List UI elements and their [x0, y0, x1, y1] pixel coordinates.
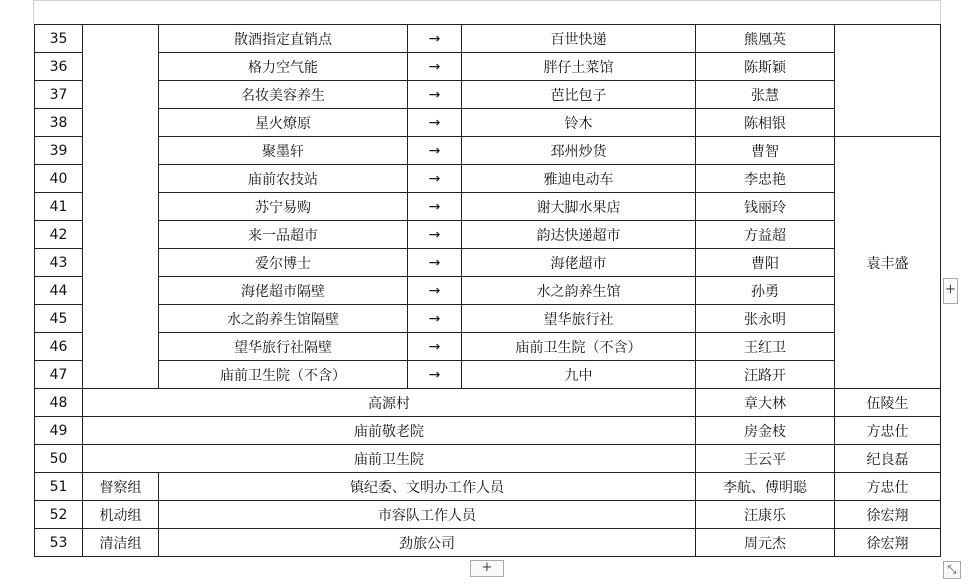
- leader-cell: 徐宏翔: [835, 529, 941, 557]
- to-location-cell: 百世快递: [462, 25, 696, 53]
- person-cell: 曹阳: [696, 249, 835, 277]
- add-row-button[interactable]: +: [470, 560, 504, 577]
- arrow-icon: →: [408, 193, 462, 221]
- table-row: [35, 417, 941, 445]
- leader-cell: 纪良磊: [835, 445, 941, 473]
- row-number-cell: 53: [35, 529, 83, 557]
- arrow-icon: →: [408, 305, 462, 333]
- leader-cell: 方忠仕: [835, 473, 941, 501]
- from-location-cell: 来一品超市: [159, 221, 408, 249]
- row-number-cell: 52: [35, 501, 83, 529]
- arrow-icon: →: [408, 221, 462, 249]
- row-number-cell: 49: [35, 417, 83, 445]
- from-location-cell: 格力空气能: [159, 53, 408, 81]
- to-location-cell: 庙前卫生院（不含）: [462, 333, 696, 361]
- person-cell: 汪路开: [696, 361, 835, 389]
- row-number-cell: 36: [35, 53, 83, 81]
- to-location-cell: 九中: [462, 361, 696, 389]
- person-cell: 章大林: [696, 389, 835, 417]
- person-cell: 孙勇: [696, 277, 835, 305]
- table-row: [35, 361, 941, 389]
- person-cell: 陈相银: [696, 109, 835, 137]
- to-location-cell: 谢大脚水果店: [462, 193, 696, 221]
- row-number-cell: 39: [35, 137, 83, 165]
- row-number-cell: 48: [35, 389, 83, 417]
- table-row: [35, 473, 941, 501]
- person-cell: 曹智: [696, 137, 835, 165]
- from-location-cell: 水之韵养生馆隔壁: [159, 305, 408, 333]
- table-resize-handle[interactable]: ⤡: [943, 561, 961, 579]
- detail-cell: 镇纪委、文明办工作人员: [159, 473, 696, 501]
- page-top-border: [34, 0, 941, 1]
- arrow-icon: →: [408, 137, 462, 165]
- row-number-cell: 44: [35, 277, 83, 305]
- location-cell: 庙前敬老院: [83, 417, 696, 445]
- to-location-cell: 海佬超市: [462, 249, 696, 277]
- to-location-cell: 望华旅行社: [462, 305, 696, 333]
- table-row: [35, 249, 941, 277]
- row-number-cell: 40: [35, 165, 83, 193]
- arrow-icon: →: [408, 53, 462, 81]
- row-number-cell: 47: [35, 361, 83, 389]
- table-row: [35, 305, 941, 333]
- table-row: [35, 389, 941, 417]
- leader-cell: 方忠仕: [835, 417, 941, 445]
- to-location-cell: 韵达快递超市: [462, 221, 696, 249]
- group-cell: 清洁组: [83, 529, 159, 557]
- from-location-cell: 庙前农技站: [159, 165, 408, 193]
- arrow-icon: →: [408, 361, 462, 389]
- table-row: [35, 221, 941, 249]
- group-cell: 机动组: [83, 501, 159, 529]
- detail-cell: 劲旅公司: [159, 529, 696, 557]
- from-location-cell: 散酒指定直销点: [159, 25, 408, 53]
- row-number-cell: 43: [35, 249, 83, 277]
- row-number-cell: 45: [35, 305, 83, 333]
- row-number-cell: 46: [35, 333, 83, 361]
- from-location-cell: 聚墨轩: [159, 137, 408, 165]
- arrow-icon: →: [408, 109, 462, 137]
- margin-guide-right: [940, 0, 941, 24]
- from-location-cell: 名妆美容养生: [159, 81, 408, 109]
- arrow-icon: →: [408, 277, 462, 305]
- row-number-cell: 35: [35, 25, 83, 53]
- person-cell: 王红卫: [696, 333, 835, 361]
- to-location-cell: 水之韵养生馆: [462, 277, 696, 305]
- to-location-cell: 雅迪电动车: [462, 165, 696, 193]
- table-row: [35, 445, 941, 473]
- arrow-icon: →: [408, 249, 462, 277]
- row-number-cell: 38: [35, 109, 83, 137]
- person-cell: 熊凰英: [696, 25, 835, 53]
- leader-cell-empty: [835, 25, 941, 137]
- arrow-icon: →: [408, 165, 462, 193]
- from-location-cell: 庙前卫生院（不含）: [159, 361, 408, 389]
- table-row: [35, 333, 941, 361]
- person-cell: 汪康乐: [696, 501, 835, 529]
- person-cell: 张永明: [696, 305, 835, 333]
- arrow-icon: →: [408, 25, 462, 53]
- leader-cell: 袁丰盛: [835, 137, 941, 389]
- row-number-cell: 51: [35, 473, 83, 501]
- arrow-icon: →: [408, 81, 462, 109]
- person-cell: 张慧: [696, 81, 835, 109]
- arrow-icon: →: [408, 333, 462, 361]
- row-number-cell: 50: [35, 445, 83, 473]
- from-location-cell: 海佬超市隔壁: [159, 277, 408, 305]
- person-cell: 陈斯颖: [696, 53, 835, 81]
- from-location-cell: 望华旅行社隔壁: [159, 333, 408, 361]
- from-location-cell: 苏宁易购: [159, 193, 408, 221]
- location-cell: 庙前卫生院: [83, 445, 696, 473]
- row-number-cell: 42: [35, 221, 83, 249]
- person-cell: 李忠艳: [696, 165, 835, 193]
- table-row: [35, 53, 941, 81]
- to-location-cell: 芭比包子: [462, 81, 696, 109]
- table-row: [35, 137, 941, 165]
- person-cell: 李航、傅明聪: [696, 473, 835, 501]
- from-location-cell: 爱尔博士: [159, 249, 408, 277]
- table-row: [35, 109, 941, 137]
- table-row: [35, 81, 941, 109]
- to-location-cell: 铃木: [462, 109, 696, 137]
- person-cell: 周元杰: [696, 529, 835, 557]
- table-row: [35, 529, 941, 557]
- row-number-cell: 41: [35, 193, 83, 221]
- row-number-cell: 37: [35, 81, 83, 109]
- person-cell: 王云平: [696, 445, 835, 473]
- table-row: [35, 25, 941, 53]
- table-row: [35, 277, 941, 305]
- person-cell: 方益超: [696, 221, 835, 249]
- location-cell: 高源村: [83, 389, 696, 417]
- to-location-cell: 胖仔土菜馆: [462, 53, 696, 81]
- leader-cell: 徐宏翔: [835, 501, 941, 529]
- person-cell: 房金枝: [696, 417, 835, 445]
- group-cell-empty: [83, 25, 159, 389]
- to-location-cell: 邳州炒货: [462, 137, 696, 165]
- group-cell: 督察组: [83, 473, 159, 501]
- assignment-table: [34, 24, 941, 557]
- person-cell: 钱丽玲: [696, 193, 835, 221]
- table-row: [35, 501, 941, 529]
- table-row: [35, 165, 941, 193]
- leader-cell: 伍陵生: [835, 389, 941, 417]
- from-location-cell: 星火燎原: [159, 109, 408, 137]
- table-row: [35, 193, 941, 221]
- detail-cell: 市容队工作人员: [159, 501, 696, 529]
- margin-guide-left: [33, 0, 34, 24]
- add-column-button[interactable]: +: [943, 278, 958, 304]
